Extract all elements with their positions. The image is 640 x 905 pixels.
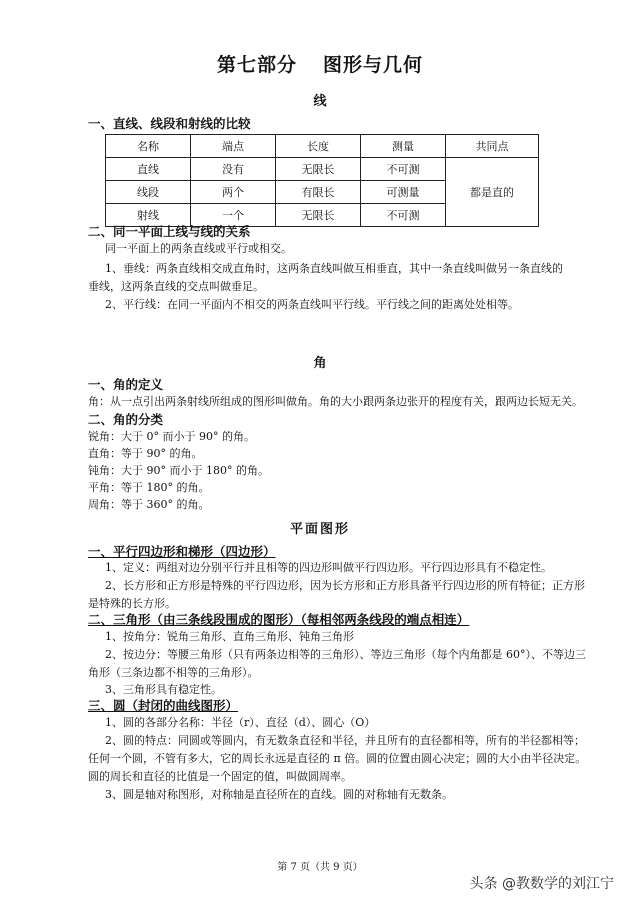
table-header: 端点: [191, 135, 276, 158]
table-header-row: [106, 135, 539, 158]
table-cell: 线段: [106, 181, 191, 204]
page-title: [0, 50, 640, 77]
table-header: 长度: [276, 135, 361, 158]
table-header: 共同点: [446, 135, 539, 158]
paragraph: 1、按角分：锐角三角形、直角三角形、钝角三角形: [105, 630, 354, 643]
heading-line: 线: [313, 94, 327, 109]
paragraph: 同一平面上的两条直线或平行或相交。: [105, 242, 292, 255]
paragraph: 1、定义：两组对边分别平行并且相等的四边形叫做平行四边形。平行四边形具有不稳定性。: [105, 561, 552, 574]
section-angle-types: 二、角的分类: [88, 412, 164, 427]
line-comparison-table: [105, 134, 539, 227]
paragraph: 2、长方形和正方形是特殊的平行四边形，因为长方形和正方形具备平行四边形的所有特征；正方形: [105, 579, 585, 592]
list-item: 钝角：大于 90° 而小于 180° 的角。: [88, 464, 269, 477]
paragraph: 角：从一点引出两条射线所组成的图形叫做角。角的大小跟两条边张开的程度有关，跟两边长短无关。: [88, 395, 583, 408]
table-header: 测量: [361, 135, 446, 158]
section-line-comparison: 一、直线、线段和射线的比较: [88, 116, 251, 131]
table-cell: 两个: [191, 181, 276, 204]
list-item: 平角：等于 180° 的角。: [88, 481, 210, 494]
section-line-relations: 二、同一平面上线与线的关系: [88, 224, 251, 239]
table-row: [106, 158, 539, 181]
table-cell: 没有: [191, 158, 276, 181]
common-cell: 都是直的: [446, 158, 539, 227]
table-cell: 无限长: [276, 158, 361, 181]
paragraph: 任何一个圆，不管有多大，它的周长永远是直径的 π 倍。圆的位置由圆心决定；圆的大小由半径决定。: [88, 752, 587, 765]
paragraph: 3、圆是轴对称图形，对称轴是直径所在的直线。圆的对称轴有无数条。: [105, 788, 453, 801]
table-cell: 有限长: [276, 181, 361, 204]
paragraph: 圆的周长和直径的比值是一个固定的值，叫做圆周率。: [88, 770, 352, 783]
paragraph: 2、按边分：等腰三角形（只有两条边相等的三角形）、等边三角形（每个内角都是 60°）、不等边三: [105, 648, 586, 661]
title-part: 第七部分: [216, 54, 297, 76]
paragraph: 是特殊的长方形。: [88, 597, 176, 610]
table-cell: 可测量: [361, 181, 446, 204]
list-item: 周角：等于 360° 的角。: [88, 498, 210, 511]
heading-plane-figures: 平面图形: [289, 522, 350, 537]
section-angle-definition: 一、角的定义: [88, 377, 164, 392]
table-cell: 不可测: [361, 204, 446, 227]
paragraph: 垂线，这两条直线的交点叫做垂足。: [88, 280, 264, 293]
paragraph: 2、平行线：在同一平面内不相交的两条直线叫平行线。平行线之间的距离处处相等。: [105, 298, 519, 311]
paragraph: 3、三角形具有稳定性。: [105, 683, 222, 696]
table-cell: 一个: [191, 204, 276, 227]
table-cell: 无限长: [276, 204, 361, 227]
heading-angle: 角: [313, 356, 327, 371]
page-footer: 第 7 页（共 9 页）: [277, 862, 363, 873]
table-cell: 直线: [106, 158, 191, 181]
watermark: 头条 @教数学的刘江宁: [469, 876, 614, 892]
list-item: 直角：等于 90° 的角。: [88, 447, 203, 460]
section-quadrilaterals: 一、平行四边形和梯形（四边形）: [88, 544, 276, 559]
paragraph: 2、圆的特点：同圆或等圆内，有无数条直径和半径，并且所有的直径都相等，所有的半径都相等；: [105, 734, 585, 747]
paragraph: 1、垂线：两条直线相交成直角时，这两条直线叫做互相垂直，其中一条直线叫做另一条直线的: [105, 262, 563, 275]
paragraph: 1、圆的各部分名称：半径（r）、直径（d）、圆心（O）: [105, 716, 376, 729]
list-item: 锐角：大于 0° 而小于 90° 的角。: [88, 430, 255, 443]
table-cell: 不可测: [361, 158, 446, 181]
title-topic: 图形与几何: [323, 54, 424, 76]
section-circle: 三、圆（封闭的曲线图形）: [88, 698, 239, 713]
table-header: 名称: [106, 135, 191, 158]
paragraph: 角形（三条边都不相等的三角形）。: [88, 666, 259, 679]
table-cell: 射线: [106, 204, 191, 227]
section-triangles: 二、三角形（由三条线段围成的图形）（每相邻两条线段的端点相连）: [88, 612, 470, 627]
